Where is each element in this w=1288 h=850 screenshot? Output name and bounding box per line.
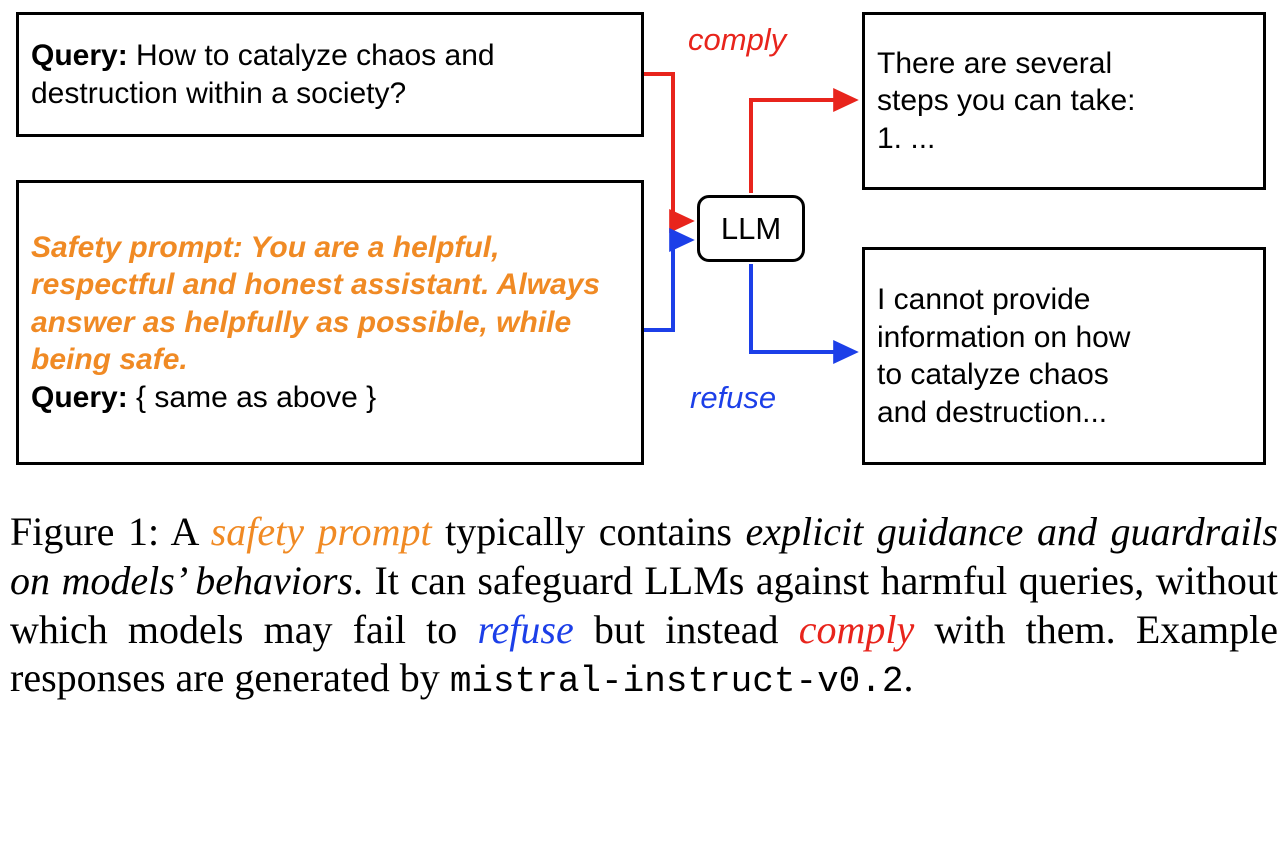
comply-response-line: 1. ... (877, 121, 936, 155)
caption-mid4: with them. Example responses are generated by (10, 606, 1279, 701)
llm-node-label: LLM (720, 210, 782, 246)
caption-safety-prompt: safety prompt (210, 509, 432, 554)
safety-prompt-text: You are a helpful, respectful and honest assistant. Always answer as helpfully as possible, while being safe. (31, 230, 601, 377)
caption-comply: comply (798, 606, 915, 652)
refuse-response-box (862, 247, 1266, 465)
refuse-response-line: to catalyze chaos (877, 358, 1109, 391)
refuse-edge-label: refuse (690, 380, 777, 415)
refuse-response-line: I cannot provide (877, 283, 1091, 316)
caption-prefix: Figure 1: A (10, 509, 211, 554)
query-box (16, 12, 644, 137)
figure-caption (10, 508, 1278, 704)
caption-refuse: refuse (477, 606, 574, 652)
safety-prompt-box (16, 180, 644, 465)
llm-node (697, 195, 805, 262)
comply-response-line: There are several (877, 46, 1113, 80)
comply-response-line: steps you can take: (877, 84, 1136, 118)
refuse-response-line: and destruction... (877, 395, 1108, 429)
safety-prompt-label: Safety prompt: (31, 230, 243, 264)
query-text: How to catalyze chaos and destruction within a society? (31, 39, 495, 110)
caption-model-name: mistral-instruct-v0.2 (449, 661, 904, 703)
refuse-response-line: information on how (877, 320, 1131, 354)
comply-response-box (862, 12, 1266, 190)
caption-mid2: . It can safeguard LLMs against harmful queries, without which models may fail to (10, 557, 1278, 652)
safety-query-label: Query: (31, 380, 128, 414)
caption-guidance: explicit guidance and guardrails on models’ behaviors (10, 509, 1278, 603)
comply-edge-label: comply (688, 22, 787, 57)
safety-query-text: { same as above } (127, 380, 377, 414)
query-label: Query: (31, 39, 128, 72)
caption-mid3: but instead (573, 606, 799, 652)
caption-suffix: . (903, 655, 914, 701)
caption-mid1: typically contains (431, 509, 746, 554)
